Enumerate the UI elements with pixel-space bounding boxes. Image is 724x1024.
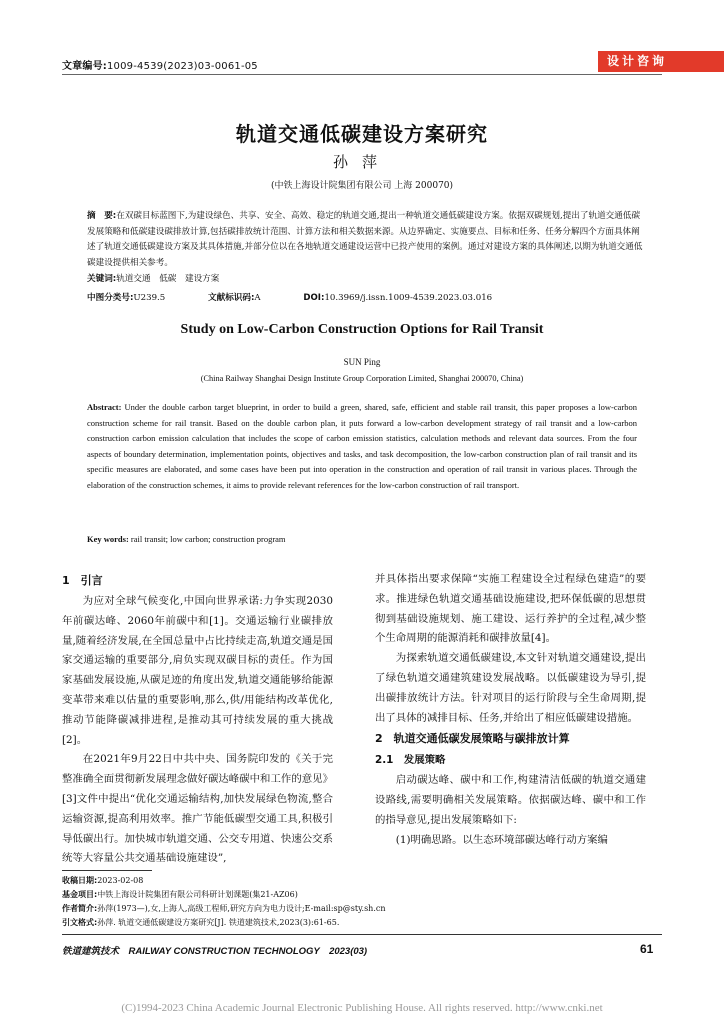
article-number: 文章编号:1009-4539(2023)03-0061-05: [62, 61, 258, 72]
keywords-english: Key words: rail transit; low carbon; construction program: [87, 534, 286, 544]
footnote-rule: [62, 870, 152, 871]
section-1-heading: 1 引言: [62, 574, 103, 587]
page-number: 61: [640, 942, 654, 956]
body-column-right: [375, 570, 646, 851]
paragraph: 在2021年9月22日中共中央、国务院印发的《关于完整准确全面贯彻新发展理念做好碳达峰碳中和工作的意见》[3]文件中提出“优化交通运输结构,加快发展绿色物流,整合运输资源,提高利用效率。推广节能低碳型交通工具,积极引导低碳出行。加快城市轨道交通、公交专用道、快速公交系统等大容量公共交通基础设施建设”,: [62, 753, 333, 865]
title-chinese: 轨道交通低碳建设方案研究: [236, 122, 488, 146]
header-rule: [62, 74, 662, 75]
body-column-left: [62, 570, 333, 869]
abstract-english: Abstract: Under the double carbon target blueprint, in order to build a green, shared, safe, efficient and stable rail transit, this paper proposes a low-carbon construction scheme for rail transit. Based on the double carbon plan, it puts forward a low-carbon development strategy of rail transit and a low-carbon construction carbon emission calculation that includes the scope of carbon emission statistics, calculation methods and relevant data sources. From the four aspects of boundary determination, implementation points, objectives and tasks, and task decomposition, the low-carbon construction plan of rail transit and its specific measures are elaborated, and some cases have been put into operation in the construction and operation of rail transit in various places. Through the elaboration of the construction schemes, it aims to provide relevant references for the low-carbon construction of rail transport.: [87, 402, 638, 490]
affiliation-chinese: (中铁上海设计院集团有限公司 上海 200070): [270, 181, 454, 191]
abstract-chinese: 摘 要:在双碳目标蓝图下,为建设绿色、共享、安全、高效、稳定的轨道交通,提出一种轨道交通低碳建设方案。依据双碳规划,提出了轨道交通低碳发展策略和低碳建设碳排放计算,包括碳排放统计范围、计算方法和相关数据来源。从边界确定、实施要点、目标和任务、任务分解四个方面具体阐述了轨道交通低碳建设方案及其具体措施,并部分位以在各地轨道交通建设运营中已投产使用的案例。通过对建设方案的具体阐述,以期为轨道交通低碳建设提供相关参考。: [87, 211, 643, 268]
section-2-heading: 2 轨道交通低碳发展策略与碳排放计算: [375, 732, 570, 746]
classification-line: 中图分类号:U239.5 文献标识码:A DOI:10.3969/j.issn.1009-4539.2023.03.016: [87, 293, 493, 303]
author-english: SUN Ping: [343, 357, 381, 367]
paragraph: (1)明确思路。以生态环境部碳达峰行动方案编: [395, 833, 608, 846]
paragraph: 并具体指出要求保障“实施工程建设全过程绿色建造”的要求。推进绿色轨道交通基础设施建设,把环保低碳的思想贯彻到基础设施规划、施工建设、运行养护的全过程,减少整个生命周期的能源消耗和碳排放量[4]。: [375, 573, 646, 645]
paragraph: 为探索轨道交通低碳建设,本文针对轨道交通建设,提出了绿色轨道交通建筑建设发展战略。以低碳建设为导引,提出碳排放统计方法。针对项目的运行阶段与全生命周期,提出了具体的减排目标、任务,并给出了相应低碳建设措施。: [375, 652, 646, 724]
keywords-chinese: 关键词:轨道交通 低碳 建设方案: [87, 274, 220, 284]
title-english: Study on Low-Carbon Construction Options for Rail Transit: [180, 322, 544, 337]
author-chinese: 孙萍: [332, 153, 391, 171]
column-badge: 设计咨询: [598, 51, 724, 72]
section-2-1-heading: 2.1 发展策略: [375, 754, 446, 767]
paragraph: 启动碳达峰、碳中和工作,构建清洁低碳的轨道交通建设路线,需要明确相关发展策略。依据碳达峰、碳中和工作的指导意见,提出发展策略如下:: [375, 774, 646, 826]
footnotes: 收稿日期:2023-02-08 基金项目:中铁上海设计院集团有限公司科研计划课题(集21-AZ06) 作者简介:孙萍(1973—),女,上海人,高级工程师,研究方向为电力设计;E-mail:sp@sty.sh.cn 引文格式:孙萍. 轨道交通低碳建设方案研究[J]. 铁道建筑技术,2023(3):61-65.: [62, 876, 386, 927]
affiliation-english: (China Railway Shanghai Design Institute Group Corporation Limited, Shanghai 200070, China): [200, 374, 524, 383]
journal-footer: 铁道建筑技术 RAILWAY CONSTRUCTION TECHNOLOGY 2023(03): [62, 946, 368, 957]
footer-rule: [62, 934, 662, 935]
copyright-line: (C)1994-2023 China Academic Journal Electronic Publishing House. All rights reserved. http://www.cnki.net: [121, 1002, 603, 1014]
paragraph: 为应对全球气候变化,中国向世界承诺:力争实现2030年前碳达峰、2060年前碳中和[1]。交通运输行业碳排放量,随着经济发展,在全国总量中占比持续走高,轨道交通是国家交通运输的重要部分,肩负实现双碳目标的责任。作为国家基础发展设施,从碳足迹的角度出发,轨道交通能够给能源变革带来难以估量的重要影响,那么,供/用能结构改革优化,推动节能降碳减排进程,是推动其可持续发展的重大挑战[2]。: [62, 595, 333, 746]
